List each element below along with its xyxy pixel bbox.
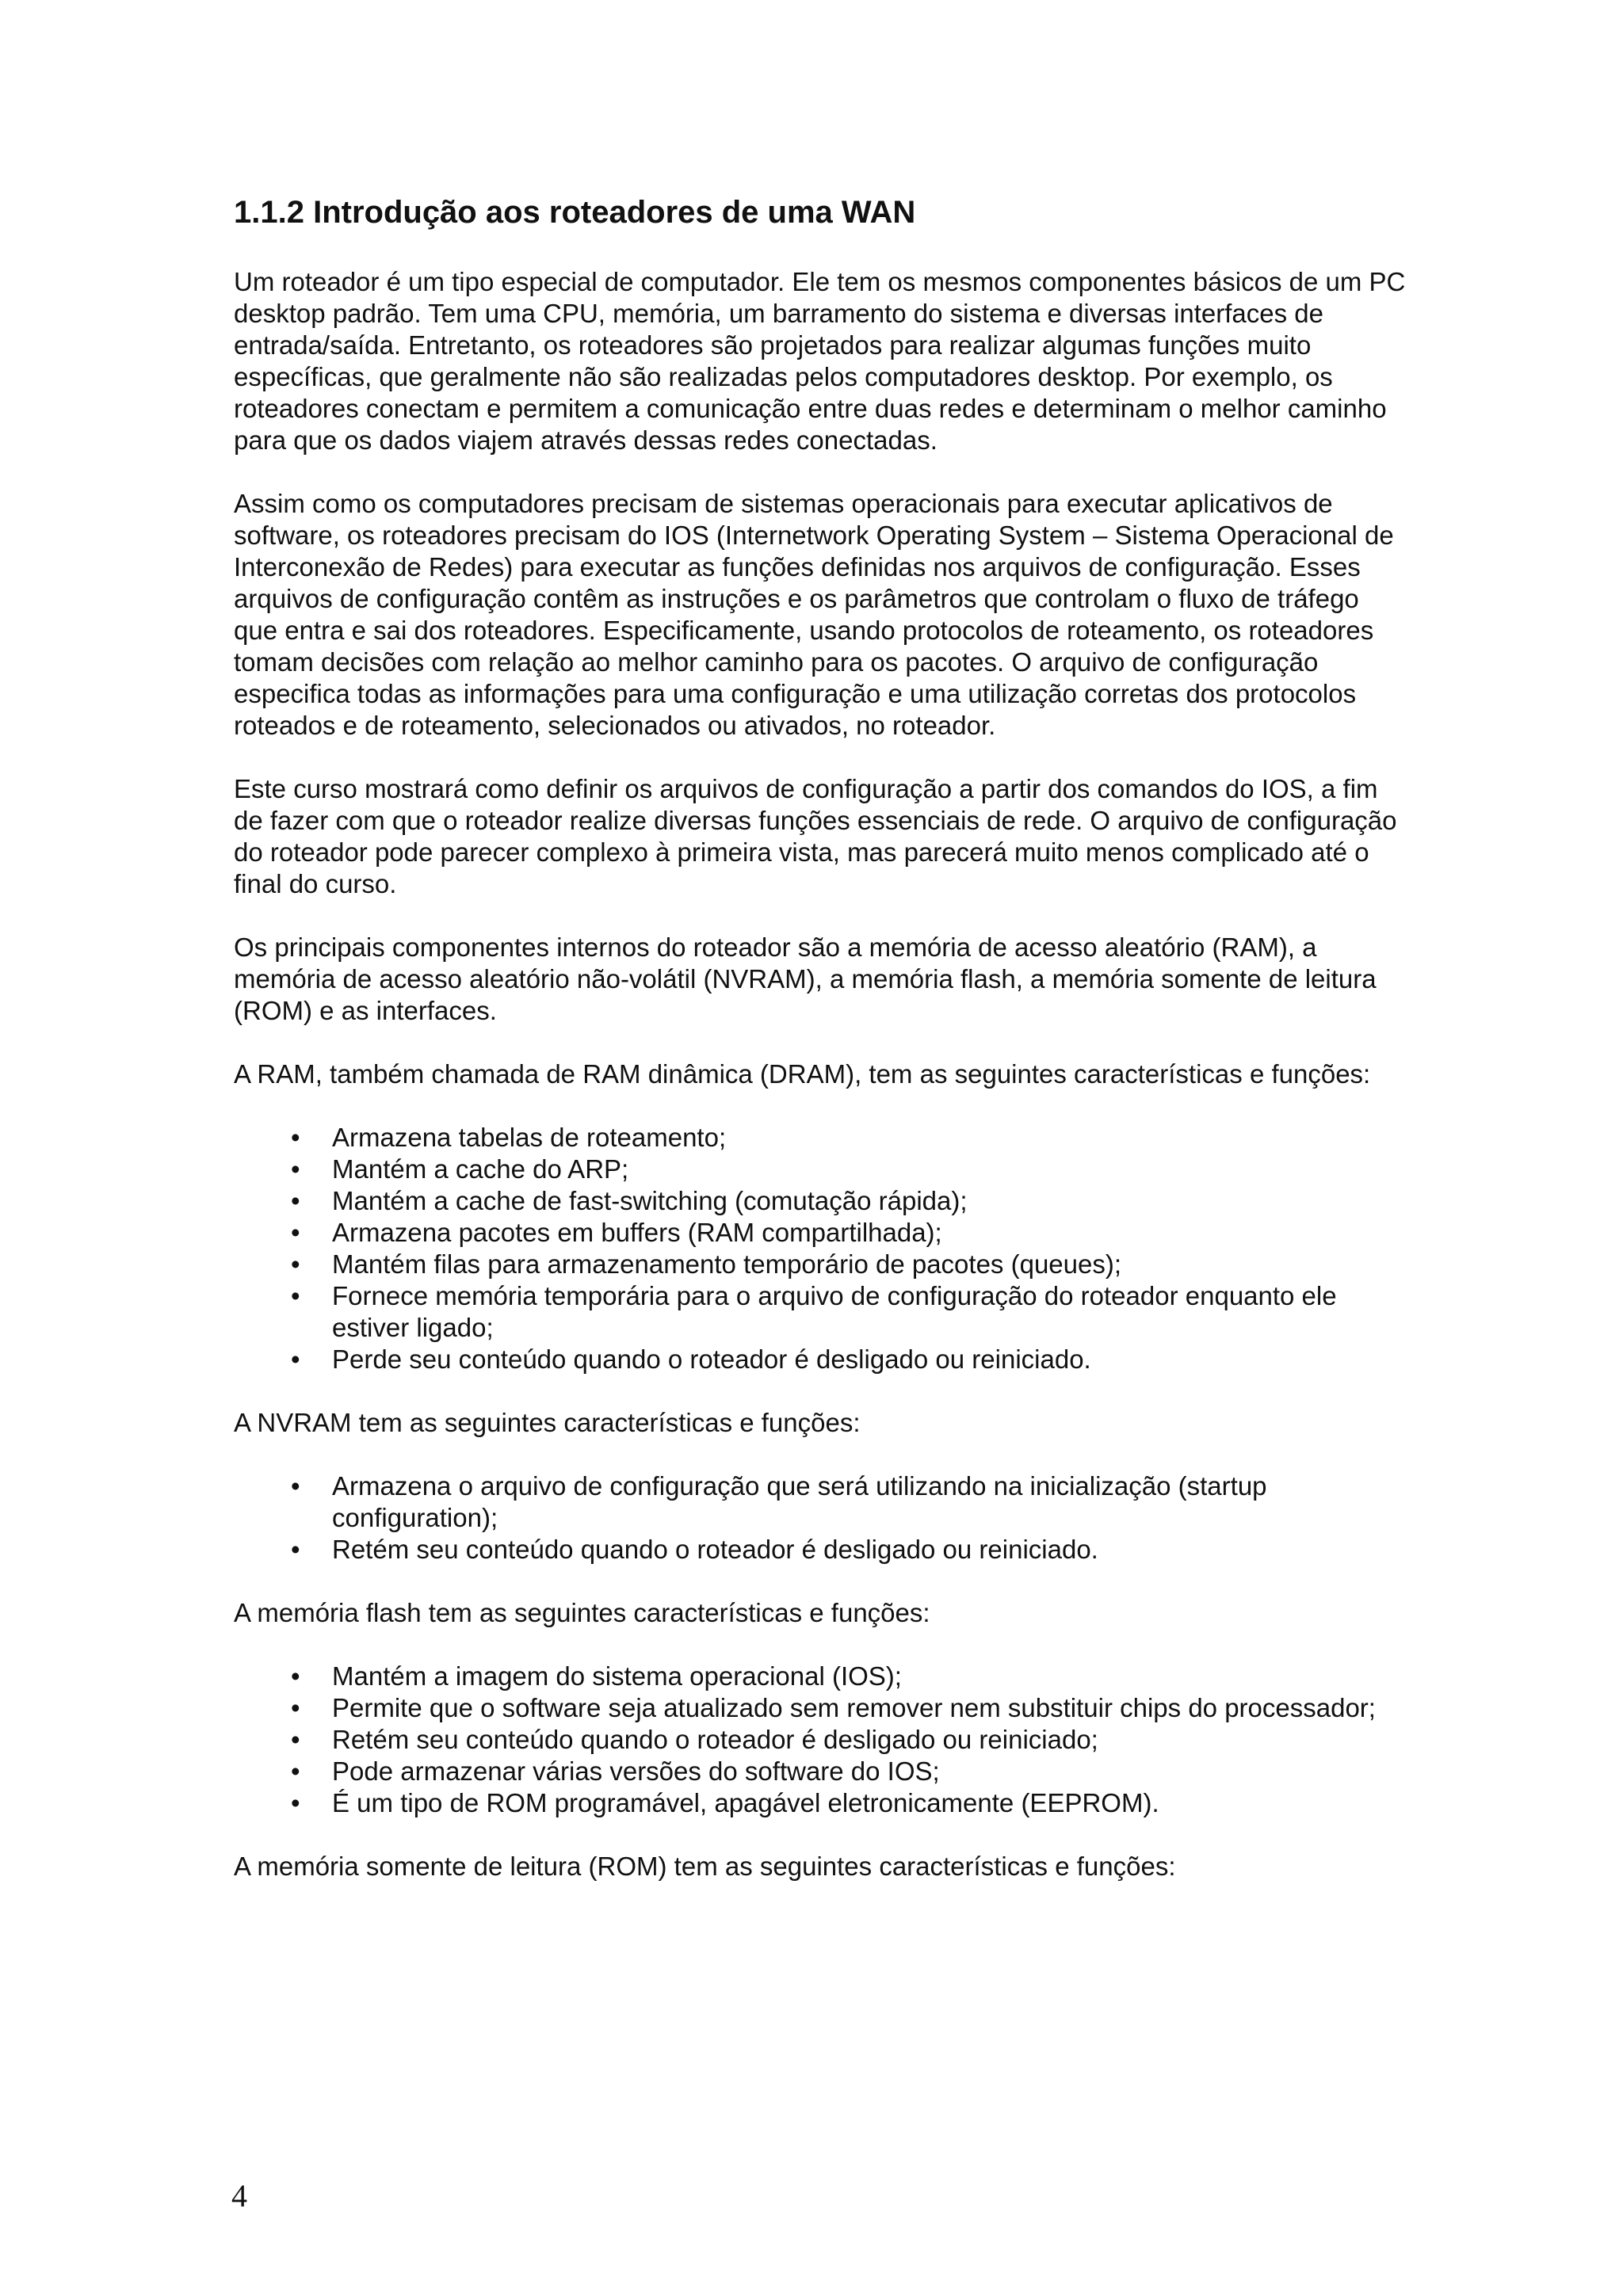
bullet-glyph: •: [291, 1186, 300, 1215]
bullet-glyph: •: [291, 1756, 300, 1786]
section-heading: 1.1.2 Introdução aos roteadores de uma WAN: [234, 195, 916, 230]
list-item-text: Retém seu conteúdo quando o roteador é desligado ou reiniciado;: [332, 1725, 1098, 1754]
list-item-text: Mantém filas para armazenamento temporário de pacotes (queues);: [332, 1249, 1122, 1279]
list-item-text: Armazena o arquivo de configuração que será utilizando na inicialização (startup configuration);: [332, 1471, 1267, 1532]
list-item: [234, 1280, 1407, 1344]
list-item: [234, 1692, 1407, 1724]
list-item: [234, 1344, 1407, 1375]
list-item-text: Mantém a imagem do sistema operacional (IOS);: [332, 1661, 902, 1691]
list-item-text: Fornece memória temporária para o arquivo de configuração do roteador enquanto ele estiver ligado;: [332, 1281, 1337, 1342]
list-item: [234, 1217, 1407, 1249]
paragraph-course: Este curso mostrará como definir os arquivos de configuração a partir dos comandos do IOS, a fim de fazer com que o roteador realize diversas funções essenciais de rede. O arquivo de configuração do roteador pode parecer complexo à primeira vista, mas parecerá muito menos complicado até o final do curso.: [234, 774, 1397, 898]
paragraph-flash-intro: A memória flash tem as seguintes características e funções:: [234, 1598, 930, 1627]
ram-list: [234, 1122, 1407, 1375]
list-item: [234, 1534, 1407, 1566]
bullet-glyph: •: [291, 1725, 300, 1754]
list-item-text: Permite que o software seja atualizado sem remover nem substituir chips do processador;: [332, 1693, 1376, 1722]
paragraph-ram-intro: A RAM, também chamada de RAM dinâmica (DRAM), tem as seguintes características e funções:: [234, 1059, 1371, 1089]
list-item: [234, 1185, 1407, 1217]
paragraph-nvram-intro: A NVRAM tem as seguintes características e funções:: [234, 1408, 861, 1437]
bullet-glyph: •: [291, 1154, 300, 1184]
nvram-list: [234, 1470, 1407, 1566]
list-item: [234, 1249, 1407, 1280]
list-item-text: Armazena tabelas de roteamento;: [332, 1123, 727, 1152]
bullet-glyph: •: [291, 1249, 300, 1279]
list-item: [234, 1154, 1407, 1185]
flash-list: [234, 1661, 1407, 1819]
list-item: [234, 1756, 1407, 1787]
bullet-glyph: •: [291, 1471, 300, 1501]
bullet-glyph: •: [291, 1661, 300, 1691]
page-number: 4: [231, 2178, 247, 2214]
list-item-text: Mantém a cache de fast-switching (comutação rápida);: [332, 1186, 968, 1215]
bullet-glyph: •: [291, 1123, 300, 1152]
list-item-text: É um tipo de ROM programável, apagável eletronicamente (EEPROM).: [332, 1788, 1159, 1817]
list-item: [234, 1724, 1407, 1756]
list-item: [234, 1122, 1407, 1154]
bullet-glyph: •: [291, 1281, 300, 1310]
paragraph-ios: Assim como os computadores precisam de sistemas operacionais para executar aplicativos de software, os roteadores precisam do IOS (Internetwork Operating System – Sistema Operacional de Interconexão de Redes) para executar as funções definidas nos arquivos de configuração. Esses arquivos de configuração contêm as instruções e os parâmetros que controlam o fluxo de tráfego que entra e sai dos roteadores. Especificamente, usando protocolos de roteamento, os roteadores tomam decisões com relação ao melhor caminho para os pacotes. O arquivo de configuração especifica todas as informações para uma configuração e uma utilização corretas dos protocolos roteados e de roteamento, selecionados ou ativados, no roteador.: [234, 489, 1394, 740]
paragraph-router-intro: Um roteador é um tipo especial de computador. Ele tem os mesmos componentes básicos de um PC desktop padrão. Tem uma CPU, memória, um barramento do sistema e diversas interfaces de entrada/saída. Entretanto, os roteadores são projetados para realizar algumas funções muito específicas, que geralmente não são realizadas pelos computadores desktop. Por exemplo, os roteadores conectam e permitem a comunicação entre duas redes e determinam o melhor caminho para que os dados viajem através dessas redes conectadas.: [234, 267, 1406, 455]
bullet-glyph: •: [291, 1344, 300, 1374]
bullet-glyph: •: [291, 1535, 300, 1564]
list-item: [234, 1470, 1407, 1534]
list-item-text: Mantém a cache do ARP;: [332, 1154, 629, 1184]
bullet-glyph: •: [291, 1218, 300, 1247]
paragraph-rom-intro: A memória somente de leitura (ROM) tem as seguintes características e funções:: [234, 1852, 1176, 1881]
bullet-glyph: •: [291, 1693, 300, 1722]
list-item: [234, 1787, 1407, 1819]
bullet-glyph: •: [291, 1788, 300, 1817]
list-item-text: Pode armazenar várias versões do software do IOS;: [332, 1756, 940, 1786]
page-content: [234, 192, 1407, 1914]
list-item-text: Armazena pacotes em buffers (RAM compartilhada);: [332, 1218, 942, 1247]
list-item: [234, 1661, 1407, 1692]
list-item-text: Perde seu conteúdo quando o roteador é desligado ou reiniciado.: [332, 1344, 1091, 1374]
paragraph-components: Os principais componentes internos do roteador são a memória de acesso aleatório (RAM), a memória de acesso aleatório não-volátil (NVRAM), a memória flash, a memória somente de leitura (ROM) e as interfaces.: [234, 933, 1377, 1025]
list-item-text: Retém seu conteúdo quando o roteador é desligado ou reiniciado.: [332, 1535, 1098, 1564]
